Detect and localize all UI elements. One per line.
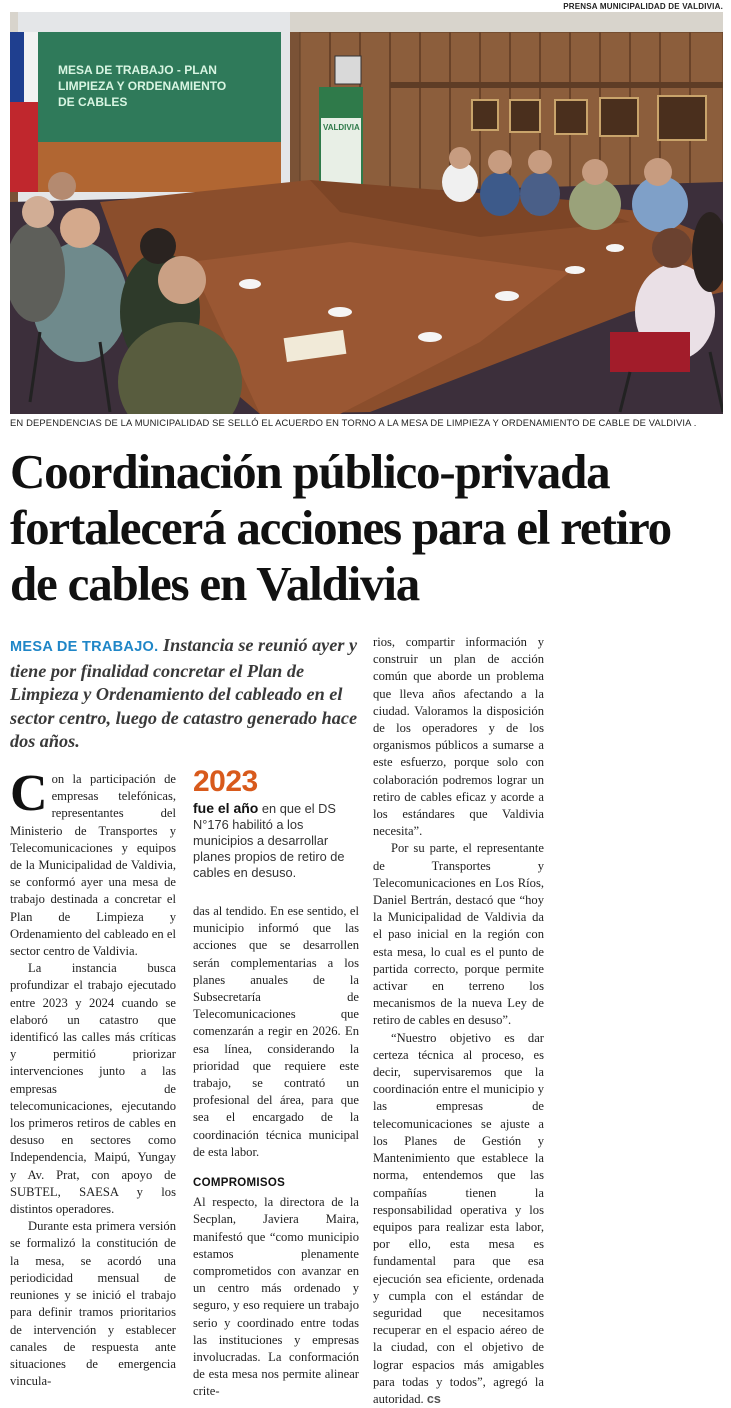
body-paragraph-5: Por su parte, el representante de Transportes y Telecomunicaciones en Los Ríos, Daniel Bertrán, destacó que “hoy la Municipalidad de Valdivia da el paso inicial en la región con esta mesa, lo cual es el punto de partida correcto, porque permite activar en terreno los mecanismos de la nueva Ley de retiro de cables en desuso”. — [373, 841, 544, 1028]
body-paragraph-4-part2: rios, compartir información y construir un plan de acción común que aborde un problema que lleva años afectando a la ciudad. Valoramos la disposición de los operadores y de los organismos públicos a sumarse a este esfuerzo, porque solo con colaboración podremos lograr un retiro de cables eficaz y acorde a los estándares que Valdivia necesita”. — [373, 635, 544, 839]
photo-credit: PRENSA MUNICIPALIDAD DE VALDIVIA. — [563, 2, 723, 11]
body-paragraph-3-part1: Durante esta primera versión se formalizó la constitución de la mesa, se acordó una periodicidad mensual de reuniones y se inició el trabajo para definir tramos prioritarios de intervención y establecer canales de respuesta ante situaciones de emergencia vincula- — [10, 1219, 176, 1389]
lead-text: Instancia se reunió ayer y tiene por finalidad concretar el Plan de Limpieza y Ordenamiento del cableado en el sector centro, luego de catastro generado hace dos años. — [10, 635, 358, 751]
fact-number: 2023 — [193, 765, 258, 798]
screen-text-line3: DE CABLES — [58, 95, 128, 109]
body-column-1 — [10, 765, 176, 1390]
end-mark: cs — [426, 1391, 441, 1406]
body-paragraph-1-text: on la participación de empresas telefónicas, representantes del Ministerio de Transportes y Telecomunicaciones y equipos de la Municipalidad de Valdivia, se conformó ayer una mesa de trabajo destinada a concretar el Plan de Limpieza y Ordenamiento del cableado en el sector centro de Valdivia. — [10, 772, 176, 959]
drop-cap: C — [10, 765, 48, 822]
body-paragraph-6 — [373, 1030, 544, 1408]
body-paragraph-3-part2: das al tendido. En ese sentido, el municipio informó que las acciones que se desarrollen serán complementarias a los planes anuales de la Subsecretaría de Telecomunicaciones que comenzarán a regir en 2026. En esa línea, considerando la prioridad que requiere este trabajo, se contrató un profesional del área, para que sea el encargado de la coordinación técnica municipal de esta labor. — [193, 904, 359, 1159]
banner-text: VALDIVIA — [323, 123, 360, 132]
screen-text-line2: LIMPIEZA Y ORDENAMIENTO — [58, 79, 227, 93]
body-paragraph-2: La instancia busca profundizar el trabajo ejecutado entre 2023 y 2024 cuando se elaboró un catastro que identificó las calles más críticas y permitió priorizar intervenciones junto a las empresas de telecomunicaciones, ejecutando los primeros retiros de cables en desuso en sectores como Independencia, Maipú, Yungay y Av. Prat, con apoyo de SUBTEL, SAESA y los distintos operadores. — [10, 961, 176, 1217]
section-subhead: COMPROMISOS — [193, 1177, 286, 1190]
photo-caption: EN DEPENDENCIAS DE LA MUNICIPALIDAD SE SELLÓ EL ACUERDO EN TORNO A LA MESA DE LIMPIEZA Y ORDENAMIENTO DE CABLE DE VALDIVIA . — [10, 417, 697, 428]
fact-box — [193, 766, 363, 881]
body-paragraph-4-part1: Al respecto, la directora de la Secplan, Javiera Maira, manifestó que “como municipio estamos plenamente comprometidos con avanzar en un centro más ordenado y seguro, y eso requiere un trabajo serio y coordinado entre todas las instituciones y empresas involucradas. La conformación de esta mesa nos permite alinear crite- — [193, 1195, 359, 1399]
headline: Coordinación público-privada fortalecerá acciones para el retiro de cables en Valdivia — [10, 444, 671, 611]
fact-text-rest: en que el DS N°176 habilitó a los municipios a desarrollar planes propios de retiro de cables en desuso. — [193, 801, 345, 880]
meeting-photo-illustration — [10, 12, 723, 414]
fact-text — [193, 800, 363, 881]
body-column-2 — [193, 903, 359, 1401]
screen-text-line1: MESA DE TRABAJO - PLAN — [58, 63, 217, 77]
body-paragraph-6-text: “Nuestro objetivo es dar certeza técnica al proceso, es decir, supervisaremos que la coordinación entre el municipio y las empresas de telecomunicaciones se ajuste a los Planes de Gestión y Mantenimiento que establece la norma, entendemos que las compañías tienen la responsabilidad operativa y los equipos para realizar esta labor, por ello, esta mesa es fundamental para que esa ejecución sea eficiente, ordenada y cumpla con el estándar de seguridad que necesitamos recuperar en el espacio aéreo de la ciudad, con el objetivo de lograr espacios más amigables para todas y todos”, agregó la autoridad. — [373, 1030, 544, 1406]
lead-paragraph — [10, 634, 360, 754]
body-column-3 — [373, 634, 544, 1408]
fact-bold-text: fue el año — [193, 800, 259, 816]
lead-kicker: MESA DE TRABAJO. — [10, 639, 159, 655]
meeting-photo — [10, 12, 723, 414]
body-paragraph-1 — [10, 765, 176, 960]
